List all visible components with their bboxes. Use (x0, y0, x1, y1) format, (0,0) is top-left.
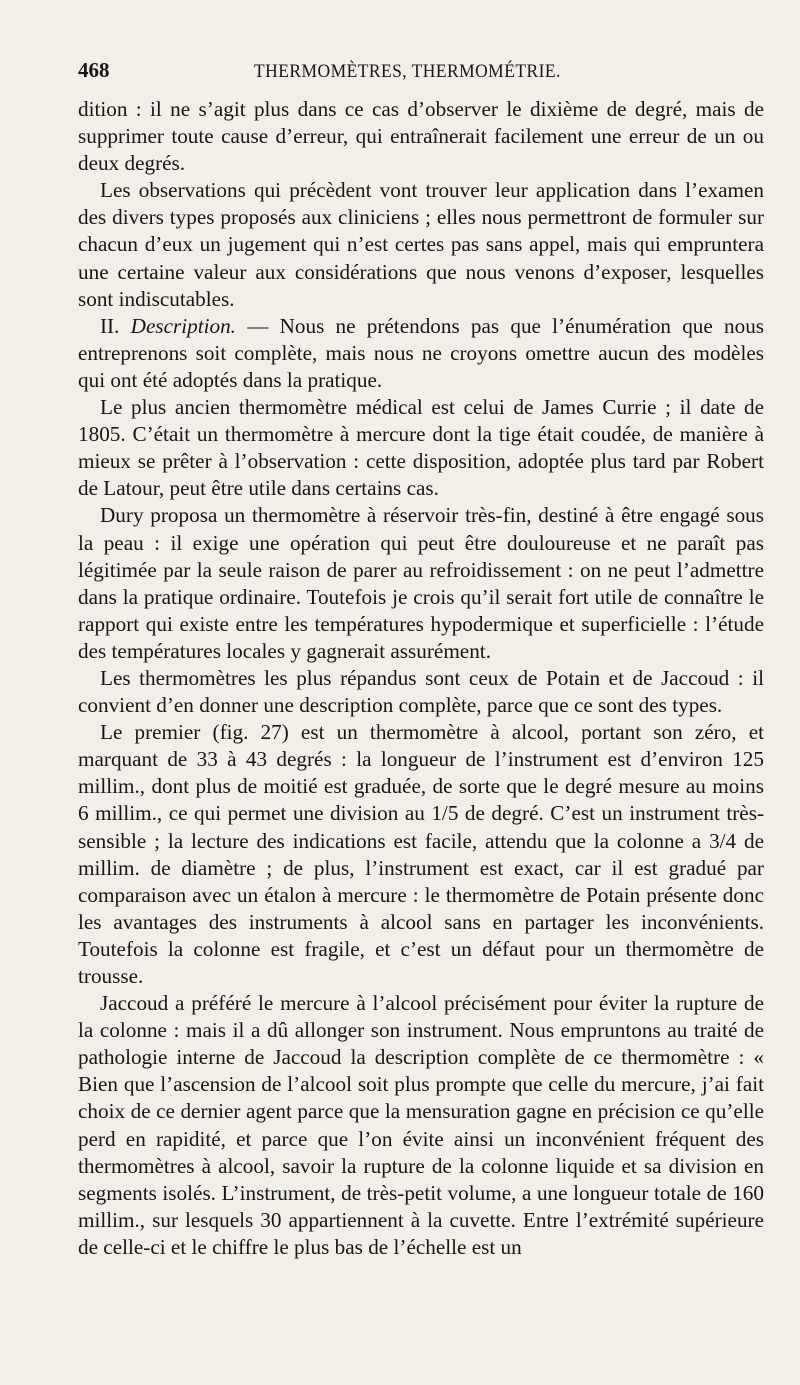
running-head (78, 58, 764, 92)
running-title: THERMOMÈTRES, THERMOMÉTRIE. (254, 61, 561, 82)
section-number: II. (100, 313, 120, 338)
paragraph-section-description (78, 313, 764, 394)
paragraph-jaccoud-description: Jaccoud a préféré le mercure à l’alcool précisément pour éviter la rupture de la colonne : mais il a dû allonger son instrument. Nous empruntons au traité de pathologie interne de Jaccoud la description complète de ce thermomètre : « Bien que l’ascension de l’alcool soit plus prompte que celle du mercure, j’ai fait choix de ce dernier agent parce que la mensuration gagne en précision ce qu’elle perd en rapidité, et parce que l’on évite ainsi un inconvénient fréquent des thermomètres à alcool, savoir la rupture de la colonne liquide et sa division en segments isolés. L’instrument, de très-petit volume, a une longueur totale de 160 millim., sur lesquels 30 appartiennent à la cuvette. Entre l’extrémité supérieure de celle-ci et le chiffre le plus bas de l’échelle est un (78, 991, 764, 1259)
paragraph-continuation: dition : il ne s’agit plus dans ce cas d’observer le dixième de degré, mais de supprimer toute cause d’erreur, qui entraînerait facilement une erreur de un ou deux degrés. (78, 97, 764, 176)
section-dash: — (247, 313, 269, 338)
paragraph-potain-description: Le premier (fig. 27) est un thermomètre à alcool, portant son zéro, et marquant de 33 à 43 degrés : la longueur de l’instrument est d’environ 125 millim., dont plus de moitié est graduée, de sorte que le degré mesure au moins 6 millim., ce qui permet une division au 1/5 de degré. C’est un instrument très-sensible ; la lecture des indications est facile, attendu que la colonne a 3/4 de millim. de diamètre ; de plus, l’instrument est exact, car il est gradué par comparaison avec un étalon à mercure : le thermomètre de Potain présente donc les avantages des instruments à alcool sans en partager les inconvénients. Toutefois la colonne est fragile, et c’est un défaut pour un thermomètre de trousse. (78, 720, 764, 988)
paragraph-observations: Les observations qui précèdent vont trouver leur application dans l’examen des divers types proposés aux cliniciens ; elles nous permettront de formuler sur chacun d’eux un jugement qui n’est certes pas sans appel, mais qui empruntera une certaine valeur aux considérations que nous venons d’exposer, lesquelles sont indiscutables. (78, 178, 764, 311)
section-title: Description. (130, 313, 236, 338)
paragraph-dury: Dury proposa un thermomètre à réservoir très-fin, destiné à être engagé sous la peau : il exige une opération qui peut être douloureuse et ne paraît pas légitimée par la seule raison de parer au refroidissement : on ne peut l’admettre dans la pratique ordinaire. Toutefois je crois qu’il serait fort utile de connaître le rapport qui existe entre les températures hypodermique et superficielle : l’étude des températures locales y gagnerait assurément. (78, 503, 764, 663)
page-number: 468 (78, 58, 110, 82)
body-text (78, 96, 764, 1261)
paragraph-currie: Le plus ancien thermomètre médical est celui de James Currie ; il date de 1805. C’était un thermomètre à mercure dont la tige était coudée, de manière à mieux se prêter à l’observation : cette disposition, adoptée plus tard par Robert de Latour, peut être utile dans certains cas. (78, 395, 764, 501)
paragraph-potain-jaccoud: Les thermomètres les plus répandus sont ceux de Potain et de Jaccoud : il convient d’en donner une description complète, parce que ce sont des types. (78, 665, 764, 718)
section-intro-text: Nous ne prétendons pas que l’énumération que nous entreprenons soit complète, mais nous ne croyons omettre aucun des modèles qui ont été adoptés dans la pratique. (78, 313, 765, 392)
